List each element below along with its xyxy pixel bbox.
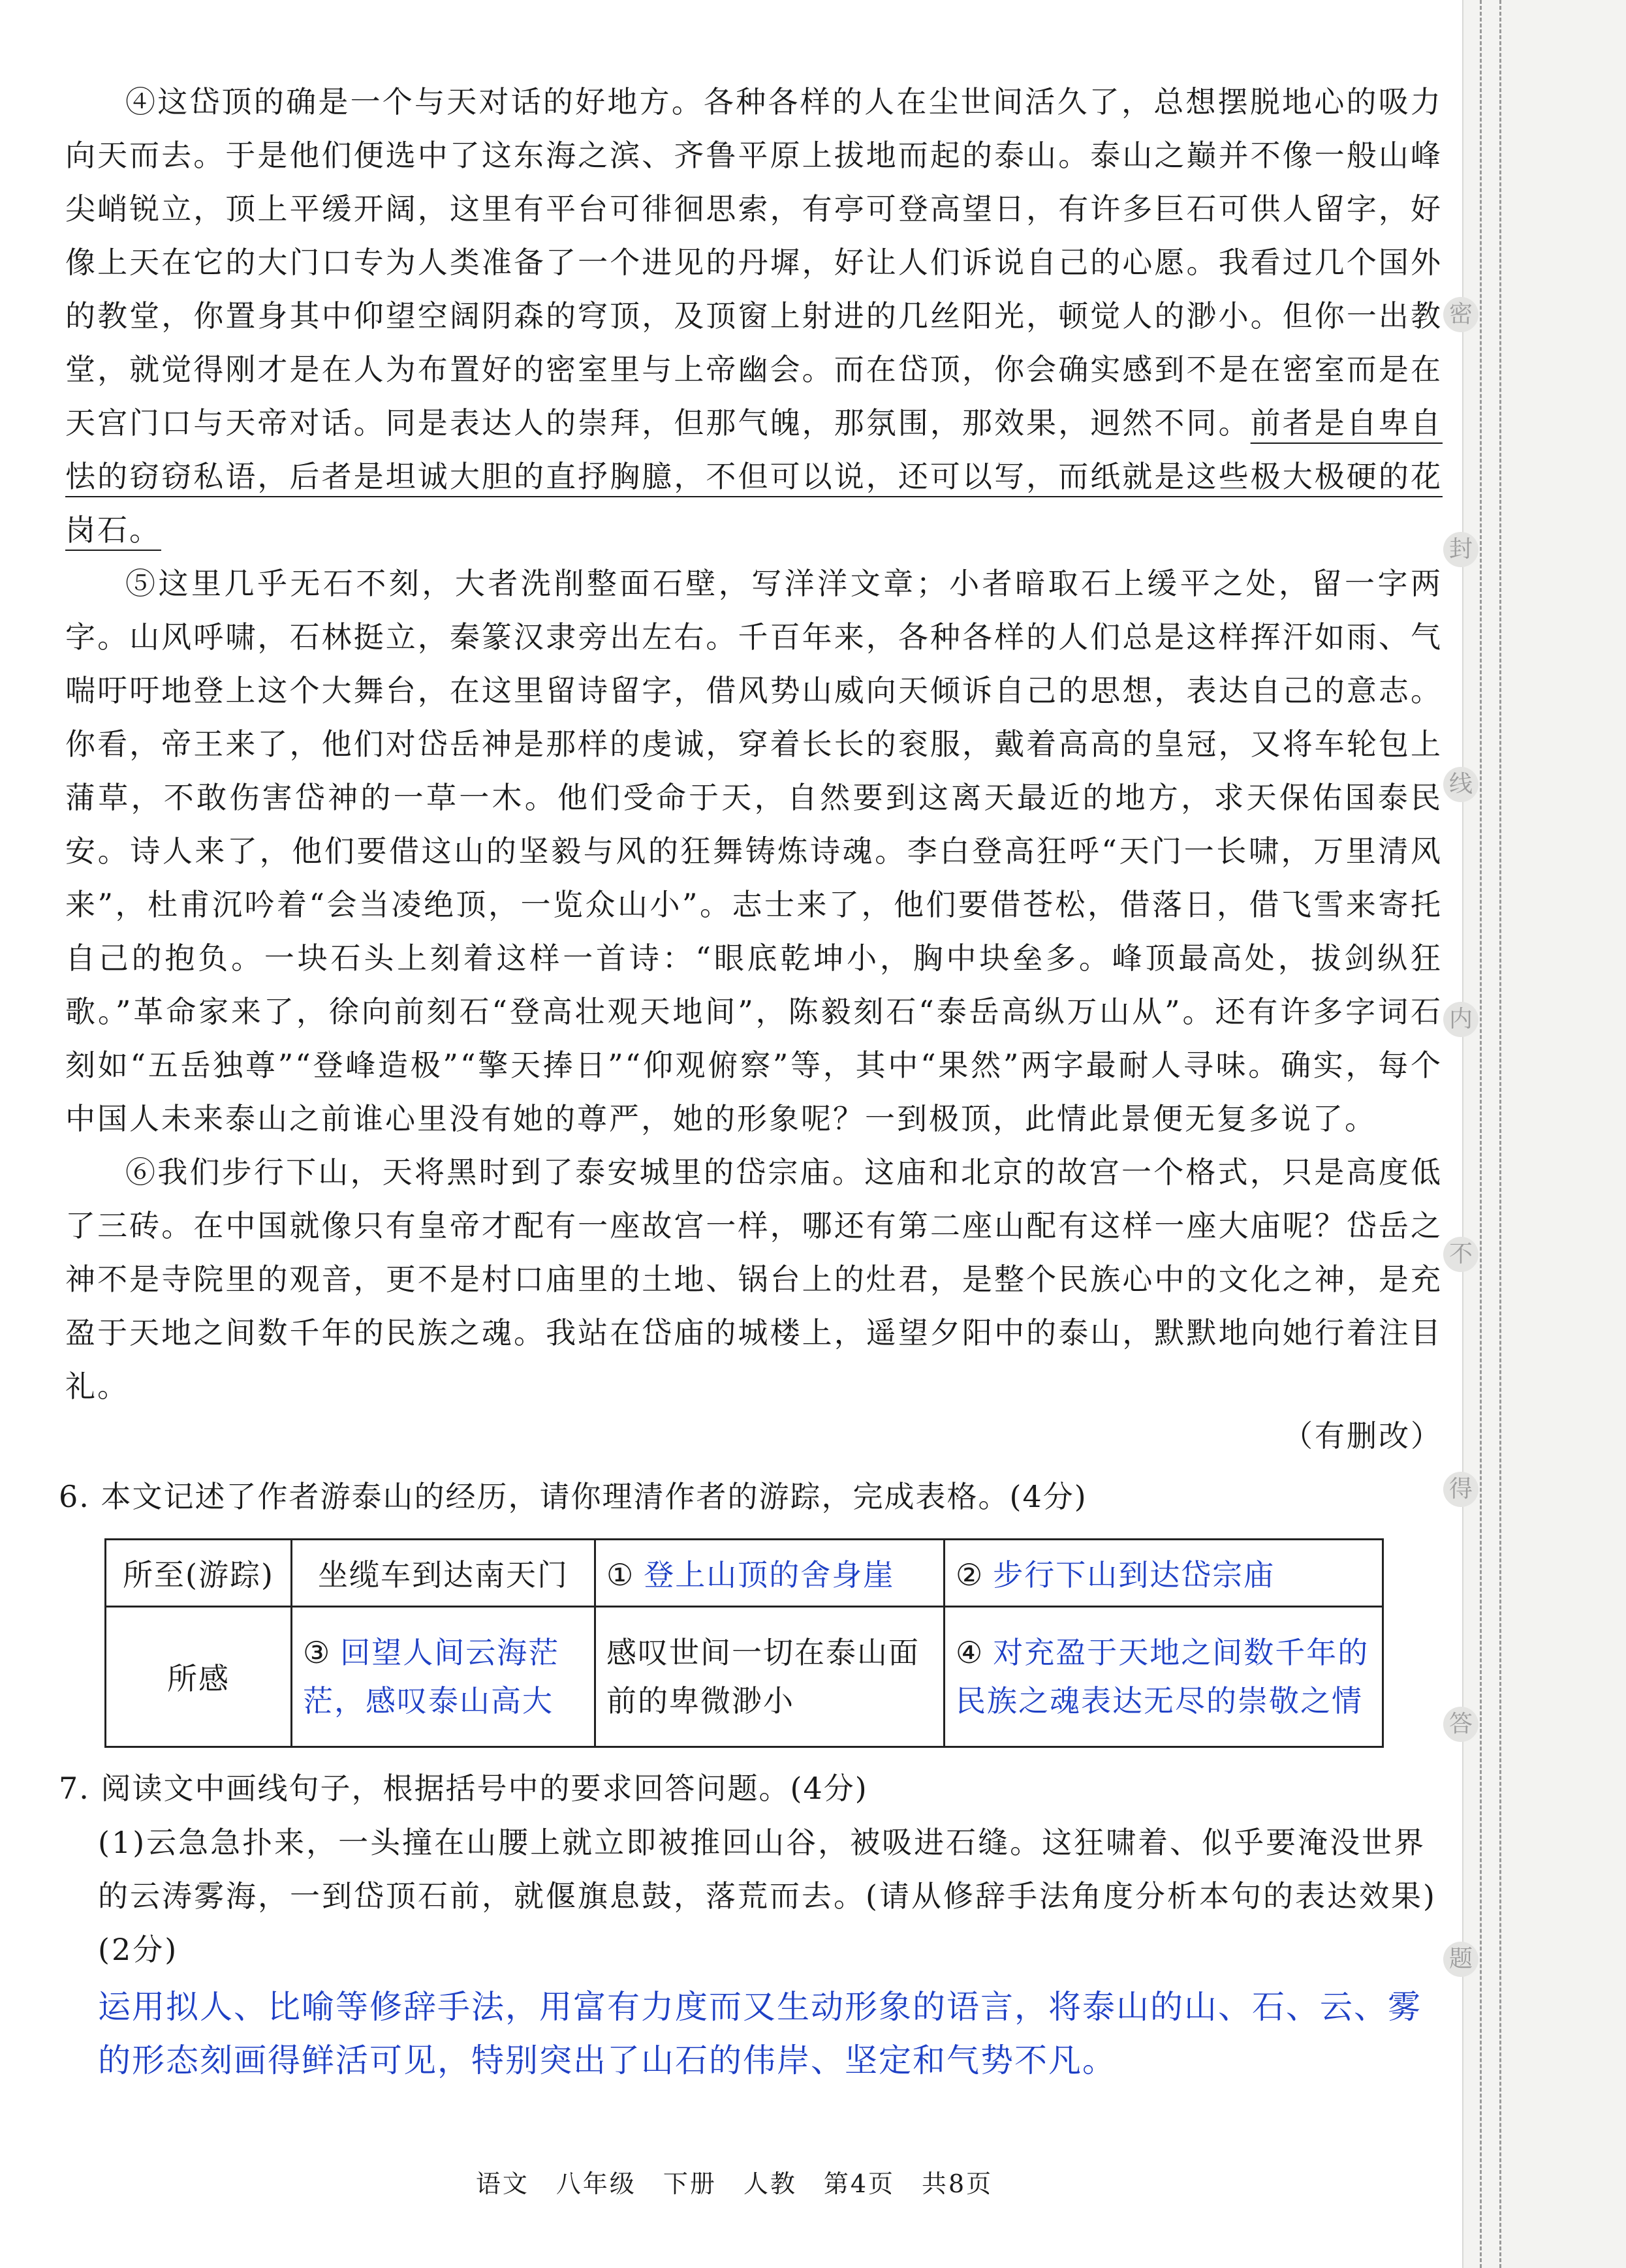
travel-table bbox=[104, 1538, 1384, 1748]
question-7-sub-1: (1)云急急扑来，一头撞在山腰上就立即被推回山谷，被吸进石缝。这狂啸着、似乎要淹没世界的云涛雾海，一到岱顶石前，就偃旗息鼓，落荒而去。(请从修辞手法角度分析本句的表达效果)(2分) bbox=[98, 1825, 1437, 1967]
blank-number: ④ bbox=[956, 1635, 984, 1670]
cell-answer-4 bbox=[945, 1607, 1383, 1747]
blank-number: ① bbox=[606, 1557, 635, 1592]
cell-feeling-2: 感叹世间一切在泰山面前的卑微渺小 bbox=[595, 1607, 945, 1747]
table-row bbox=[106, 1607, 1383, 1747]
seal-char: 不 bbox=[1443, 1237, 1478, 1272]
underlined-sentence: 前者是自卑自怯的窃窃私语，后者是坦诚大胆的直抒胸臆，不但可以说，还可以写，而纸就是这些极大极硬的花岗石。 bbox=[65, 405, 1443, 548]
paragraph-4 bbox=[65, 75, 1443, 557]
page-footer: 语文 八年级 下册 人教 第4页 共8页 bbox=[475, 2169, 993, 2198]
source-note: （有删改） bbox=[1283, 1418, 1443, 1453]
paragraph-6: ⑥我们步行下山，天将黑时到了泰安城里的岱宗庙。这庙和北京的故宫一个格式，只是高度低了三砖。在中国就像只有皇帝才配有一座故宫一样，哪还有第二座山配有这样一座大庙呢？岱岳之神不是寺院里的观音，更不是村口庙里的土地、锅台上的灶君，是整个民族心中的文化之神，是充盈于天地之间数千年的民族之魂。我站在岱庙的城楼上，遥望夕阳中的泰山，默默地向她行着注目礼。 bbox=[65, 1155, 1443, 1404]
cell-answer-3 bbox=[292, 1607, 595, 1747]
handwritten-answer-7-1: 运用拟人、比喻等修辞手法，用富有力度而又生动形象的语言，将泰山的山、石、云、雾的形态刻画得鲜活可见，特别突出了山石的伟岸、坚定和气势不凡。 bbox=[98, 1988, 1422, 2079]
seal-char: 题 bbox=[1443, 1942, 1478, 1977]
seal-char: 答 bbox=[1443, 1707, 1478, 1742]
seal-char: 密 bbox=[1443, 297, 1478, 332]
binding-margin bbox=[1462, 0, 1626, 2268]
cell-place-1: 坐缆车到达南天门 bbox=[292, 1540, 595, 1607]
paragraph-5: ⑤这里几乎无石不刻，大者洗削整面石壁，写洋洋文章；小者暗取石上缓平之处，留一字两字。山风呼啸，石林挺立，秦篆汉隶旁出左右。千百年来，各种各样的人们总是这样挥汗如雨、气喘吁吁地登上这个大舞台，在这里留诗留字，借风势山威向天倾诉自己的思想，表达自己的意志。你看，帝王来了，他们对岱岳神是那样的虔诚，穿着长长的衮服，戴着高高的皇冠，又将车轮包上蒲草，不敢伤害岱神的一草一木。他们受命于天，自然要到这离天最近的地方，求天保佑国泰民安。诗人来了，他们要借这山的坚毅与风的狂舞铸炼诗魂。李白登高狂呼“天门一长啸，万里清风来”，杜甫沉吟着“会当凌绝顶，一览众山小”。志士来了，他们要借苍松，借落日，借飞雪来寄托自己的抱负。一块石头上刻着这样一首诗：“眼底乾坤小，胸中块垒多。峰顶最高处，拔剑纵狂歌。”革命家来了，徐向前刻石“登高壮观天地间”，陈毅刻石“泰岳高纵万山从”。还有许多字词石刻如“五岳独尊”“登峰造极”“擎天捧日”“仰观俯察”等，其中“果然”两字最耐人寻味。确实，每个中国人未来泰山之前谁心里没有她的尊严，她的形象呢？一到极顶，此情此景便无复多说了。 bbox=[65, 566, 1443, 1136]
handwritten-answer: 回望人间云海茫茫，感叹泰山高大 bbox=[303, 1635, 560, 1718]
question-6-prompt: 6. 本文记述了作者游泰山的经历，请你理清作者的游踪，完成表格。(4分) bbox=[59, 1479, 1087, 1514]
page-content bbox=[59, 75, 1443, 2087]
handwritten-answer: 对充盈于天地之间数千年的民族之魂表达无尽的崇敬之情 bbox=[956, 1635, 1369, 1718]
handwritten-answer: 步行下山到达岱宗庙 bbox=[993, 1557, 1275, 1592]
seal-char: 得 bbox=[1443, 1472, 1478, 1507]
table-row bbox=[106, 1540, 1383, 1607]
blank-number: ② bbox=[956, 1557, 984, 1592]
dashed-line-inner bbox=[1499, 0, 1501, 2268]
cell-answer-2 bbox=[945, 1540, 1383, 1607]
seal-char: 线 bbox=[1443, 767, 1478, 802]
cell-answer-1 bbox=[595, 1540, 945, 1607]
row-label-route: 所至(游踪) bbox=[106, 1540, 292, 1607]
dashed-line-outer bbox=[1480, 0, 1482, 2268]
blank-number: ③ bbox=[303, 1635, 332, 1670]
seal-char: 封 bbox=[1443, 532, 1478, 567]
seal-char: 内 bbox=[1443, 1002, 1478, 1037]
row-label-feeling: 所感 bbox=[106, 1607, 292, 1747]
question-7-prompt: 7. 阅读文中画线句子，根据括号中的要求回答问题。(4分) bbox=[59, 1771, 868, 1806]
paragraph-4-text: ④这岱顶的确是一个与天对话的好地方。各种各样的人在尘世间活久了，总想摆脱地心的吸力向天而去。于是他们便选中了这东海之滨、齐鲁平原上拔地而起的泰山。泰山之巅并不像一般山峰尖峭锐立，顶上平缓开阔，这里有平台可徘徊思索，有亭可登高望日，有许多巨石可供人留字，好像上天在它的大门口专为人类准备了一个进见的丹墀，好让人们诉说自己的心愿。我看过几个国外的教堂，你置身其中仰望空阔阴森的穹顶，及顶窗上射进的几丝阳光，顿觉人的渺小。但你一出教堂，就觉得刚才是在人为布置好的密室里与上帝幽会。而在岱顶，你会确实感到不是在密室而是在天宫门口与天帝对话。同是表达人的崇拜，但那气魄，那氛围，那效果，迥然不同。 bbox=[65, 84, 1443, 441]
handwritten-answer: 登上山顶的舍身崖 bbox=[644, 1557, 895, 1592]
